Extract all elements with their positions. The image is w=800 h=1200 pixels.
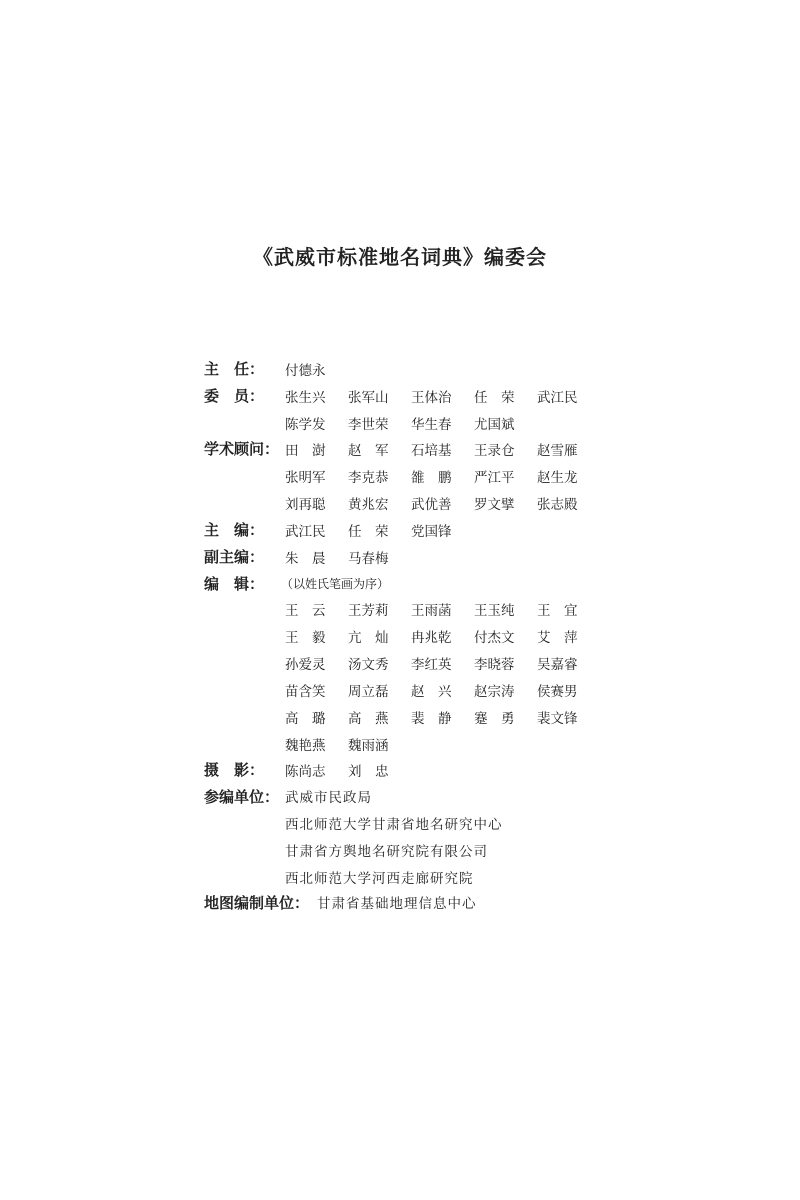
name-entry: 赵 兴 [411,684,452,700]
name-entry: 张明军 [285,470,326,486]
name-entry: 王录仓 [474,443,515,459]
name-entry: 艾 萍 [537,630,578,646]
name-entry: 王 云 [285,603,326,619]
section-label-editors: 编 辑： [204,575,265,593]
name-entry: 雒 鹏 [411,470,452,486]
name-entry: 武江民 [285,524,326,540]
name-entry: 吴嘉睿 [537,657,578,673]
name-entry: 武优善 [411,497,452,513]
name-entry: 朱 晨 [285,551,326,567]
name-entry: 裴文锋 [537,711,578,727]
section-label-map_unit: 地图编制单位： [204,894,310,912]
section-label-deputy_editor: 副主编： [204,548,265,566]
name-entry: 张志殿 [537,497,578,513]
organization-entry: 武威市民政局 [285,790,372,806]
name-entry: 汤文秀 [348,657,389,673]
name-entry: 刘 忠 [348,764,389,780]
name-entry: 王芳莉 [348,603,389,619]
name-entry: 华生春 [411,417,452,433]
name-entry: 刘再聪 [285,497,326,513]
name-entry: 陈尚志 [285,764,326,780]
name-entry: 魏雨涵 [348,738,389,754]
name-entry: 任 荣 [348,524,389,540]
section-label-photography: 摄 影： [204,761,265,779]
name-entry: 付德永 [285,363,326,379]
name-entry: 武江民 [537,390,578,406]
name-entry: 亢 灿 [348,630,389,646]
name-entry: 王体治 [411,390,452,406]
organization-entry: 西北师范大学甘肃省地名研究中心 [285,817,503,833]
name-entry: 周立磊 [348,684,389,700]
name-entry: 严江平 [474,470,515,486]
name-entry: 蹇 勇 [474,711,515,727]
organization-entry: 西北师范大学河西走廊研究院 [285,871,474,887]
name-entry: 任 荣 [474,390,515,406]
name-entry: 田 澍 [285,443,326,459]
name-entry: 孙爱灵 [285,657,326,673]
name-entry: 侯赛男 [537,684,578,700]
section-label-advisors: 学术顾问： [204,440,280,458]
name-entry: 王玉纯 [474,603,515,619]
editors-note: （以姓氏笔画为序） [281,577,390,591]
name-entry: 赵 军 [348,443,389,459]
name-entry: 高 璐 [285,711,326,727]
section-label-members: 委 员： [204,387,265,405]
name-entry: 王 毅 [285,630,326,646]
section-label-chief_editor: 主 编： [204,521,265,539]
name-entry: 黄兆宏 [348,497,389,513]
organization-entry: 甘肃省基础地理信息中心 [317,896,477,912]
name-entry: 马春梅 [348,551,389,567]
name-entry: 苗含笑 [285,684,326,700]
name-entry: 王 宜 [537,603,578,619]
name-entry: 尤国斌 [474,417,515,433]
name-entry: 付杰文 [474,630,515,646]
organization-entry: 甘肃省方舆地名研究院有限公司 [285,844,488,860]
name-entry: 石培基 [411,443,452,459]
name-entry: 李克恭 [348,470,389,486]
name-entry: 赵雪雁 [537,443,578,459]
name-entry: 李世荣 [348,417,389,433]
name-entry: 赵宗涛 [474,684,515,700]
name-entry: 党国锋 [411,524,452,540]
name-entry: 张军山 [348,390,389,406]
name-entry: 陈学发 [285,417,326,433]
name-entry: 王雨菡 [411,603,452,619]
name-entry: 裴 静 [411,711,452,727]
name-entry: 冉兆乾 [411,630,452,646]
name-entry: 李晓蓉 [474,657,515,673]
section-label-director: 主 任： [204,360,265,378]
name-entry: 张生兴 [285,390,326,406]
page-title: 《武威市标准地名词典》编委会 [253,245,547,269]
section-label-participating_units: 参编单位： [204,788,280,806]
name-entry: 李红英 [411,657,452,673]
name-entry: 魏艳燕 [285,738,326,754]
name-entry: 高 燕 [348,711,389,727]
name-entry: 罗文擘 [474,497,515,513]
name-entry: 赵生龙 [537,470,578,486]
